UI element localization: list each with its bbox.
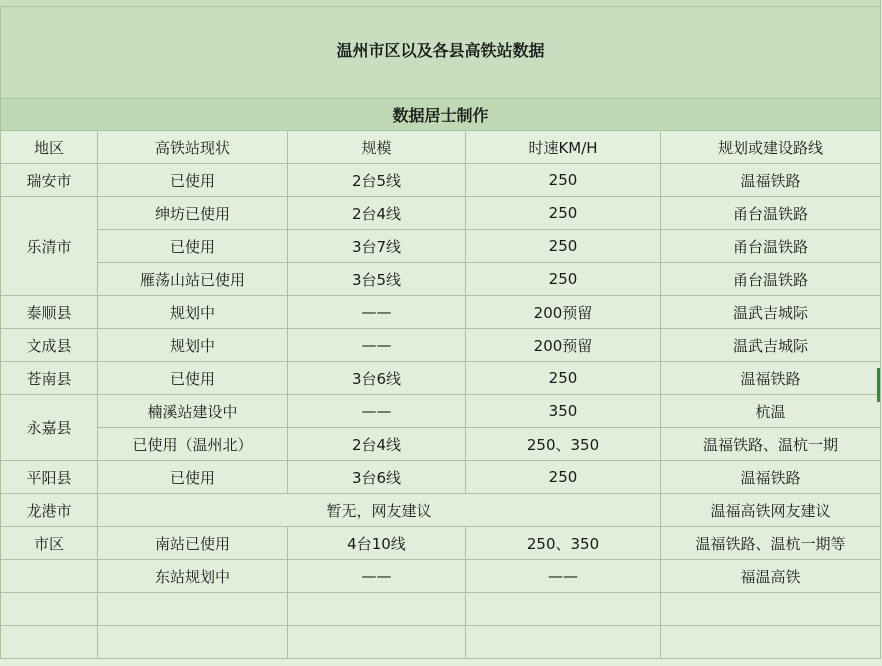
table-row	[1, 197, 881, 230]
table-row	[1, 395, 881, 428]
table-title[interactable]: 温州市区以及各县高铁站数据	[1, 1, 881, 99]
cell-region[interactable]: 龙港市	[1, 494, 98, 527]
cell-scale[interactable]: 2台4线	[288, 197, 466, 230]
empty-cell[interactable]	[288, 593, 466, 626]
cell-status[interactable]: 已使用（温州北）	[98, 428, 288, 461]
cell-speed[interactable]: 250、350	[466, 527, 661, 560]
cell-speed[interactable]: ——	[466, 560, 661, 593]
empty-row	[1, 626, 881, 659]
cell-scale[interactable]: ——	[288, 329, 466, 362]
empty-cell[interactable]	[288, 626, 466, 659]
empty-cell[interactable]	[466, 593, 661, 626]
cell-line[interactable]: 温福铁路、温杭一期	[661, 428, 881, 461]
cell-speed[interactable]: 200预留	[466, 329, 661, 362]
cell-status[interactable]: 规划中	[98, 329, 288, 362]
table-row	[1, 296, 881, 329]
cell-scale[interactable]: 3台6线	[288, 461, 466, 494]
cell-region[interactable]: 乐清市	[1, 197, 98, 296]
cell-region[interactable]: 文成县	[1, 329, 98, 362]
cell-region[interactable]: 泰顺县	[1, 296, 98, 329]
header-cell-speed[interactable]: 时速KM/H	[466, 131, 661, 164]
table-row	[1, 362, 881, 395]
table-row	[1, 329, 881, 362]
empty-row	[1, 593, 881, 626]
title-row	[1, 1, 881, 99]
cell-scale[interactable]: 3台7线	[288, 230, 466, 263]
cell-scale[interactable]: 2台5线	[288, 164, 466, 197]
empty-cell[interactable]	[466, 626, 661, 659]
table-row	[1, 263, 881, 296]
cell-line[interactable]: 温福铁路	[661, 164, 881, 197]
cell-speed[interactable]: 350	[466, 395, 661, 428]
cell-speed[interactable]: 250	[466, 164, 661, 197]
cell-region[interactable]: 市区	[1, 527, 98, 560]
cell-selection-marker	[877, 368, 880, 402]
cell-scale[interactable]: 3台6线	[288, 362, 466, 395]
cell-status[interactable]: 绅坊已使用	[98, 197, 288, 230]
cell-line[interactable]: 杭温	[661, 395, 881, 428]
cell-speed[interactable]: 250	[466, 197, 661, 230]
empty-cell[interactable]	[98, 626, 288, 659]
cell-speed[interactable]: 250	[466, 461, 661, 494]
cell-scale[interactable]: 2台4线	[288, 428, 466, 461]
cell-scale[interactable]: ——	[288, 296, 466, 329]
cell-line[interactable]: 温武吉城际	[661, 296, 881, 329]
credit-row	[1, 99, 881, 131]
credit-label[interactable]: 数据居士制作	[1, 99, 881, 131]
cell-status[interactable]: 已使用	[98, 164, 288, 197]
cell-line[interactable]: 甬台温铁路	[661, 263, 881, 296]
top-cell-row	[0, 0, 880, 7]
header-cell-region[interactable]: 地区	[1, 131, 98, 164]
cell-line[interactable]: 甬台温铁路	[661, 197, 881, 230]
cell-status[interactable]: 南站已使用	[98, 527, 288, 560]
table-row	[1, 461, 881, 494]
cell-scale[interactable]: ——	[288, 560, 466, 593]
table-row	[1, 560, 881, 593]
empty-cell[interactable]	[1, 626, 98, 659]
header-cell-line[interactable]: 规划或建设路线	[661, 131, 881, 164]
cell-region[interactable]	[1, 560, 98, 593]
cell-speed[interactable]: 250	[466, 230, 661, 263]
cell-scale[interactable]: 4台10线	[288, 527, 466, 560]
cell-status[interactable]: 雁荡山站已使用	[98, 263, 288, 296]
table-row	[1, 164, 881, 197]
cell-region[interactable]: 苍南县	[1, 362, 98, 395]
header-cell-status[interactable]: 高铁站现状	[98, 131, 288, 164]
cell-status[interactable]: 楠溪站建设中	[98, 395, 288, 428]
cell-status[interactable]: 已使用	[98, 362, 288, 395]
table-row	[1, 527, 881, 560]
empty-cell[interactable]	[98, 593, 288, 626]
cell-line[interactable]: 温福铁路、温杭一期等	[661, 527, 881, 560]
cell-status[interactable]: 已使用	[98, 230, 288, 263]
cell-line[interactable]: 温武吉城际	[661, 329, 881, 362]
cell-status[interactable]: 已使用	[98, 461, 288, 494]
cell-line[interactable]: 温福高铁网友建议	[661, 494, 881, 527]
cell-status[interactable]: 规划中	[98, 296, 288, 329]
cell-speed[interactable]: 250	[466, 362, 661, 395]
cell-speed[interactable]: 250、350	[466, 428, 661, 461]
table-row	[1, 494, 881, 527]
cell-region[interactable]: 平阳县	[1, 461, 98, 494]
cell-line[interactable]: 温福铁路	[661, 362, 881, 395]
empty-cell[interactable]	[661, 593, 881, 626]
cell-scale[interactable]: 3台5线	[288, 263, 466, 296]
cell-region[interactable]: 瑞安市	[1, 164, 98, 197]
cell-line[interactable]: 福温高铁	[661, 560, 881, 593]
cell-region[interactable]: 永嘉县	[1, 395, 98, 461]
header-cell-scale[interactable]: 规模	[288, 131, 466, 164]
table-row	[1, 428, 881, 461]
empty-cell[interactable]	[661, 626, 881, 659]
cell-status[interactable]: 东站规划中	[98, 560, 288, 593]
empty-cell[interactable]	[1, 593, 98, 626]
cell-line[interactable]: 甬台温铁路	[661, 230, 881, 263]
header-row	[1, 131, 881, 164]
table-row	[1, 230, 881, 263]
cell-scale[interactable]: ——	[288, 395, 466, 428]
cell-speed[interactable]: 200预留	[466, 296, 661, 329]
cell-speed[interactable]: 250	[466, 263, 661, 296]
cell-merged-note[interactable]: 暂无，网友建议	[98, 494, 661, 527]
cell-line[interactable]: 温福铁路	[661, 461, 881, 494]
